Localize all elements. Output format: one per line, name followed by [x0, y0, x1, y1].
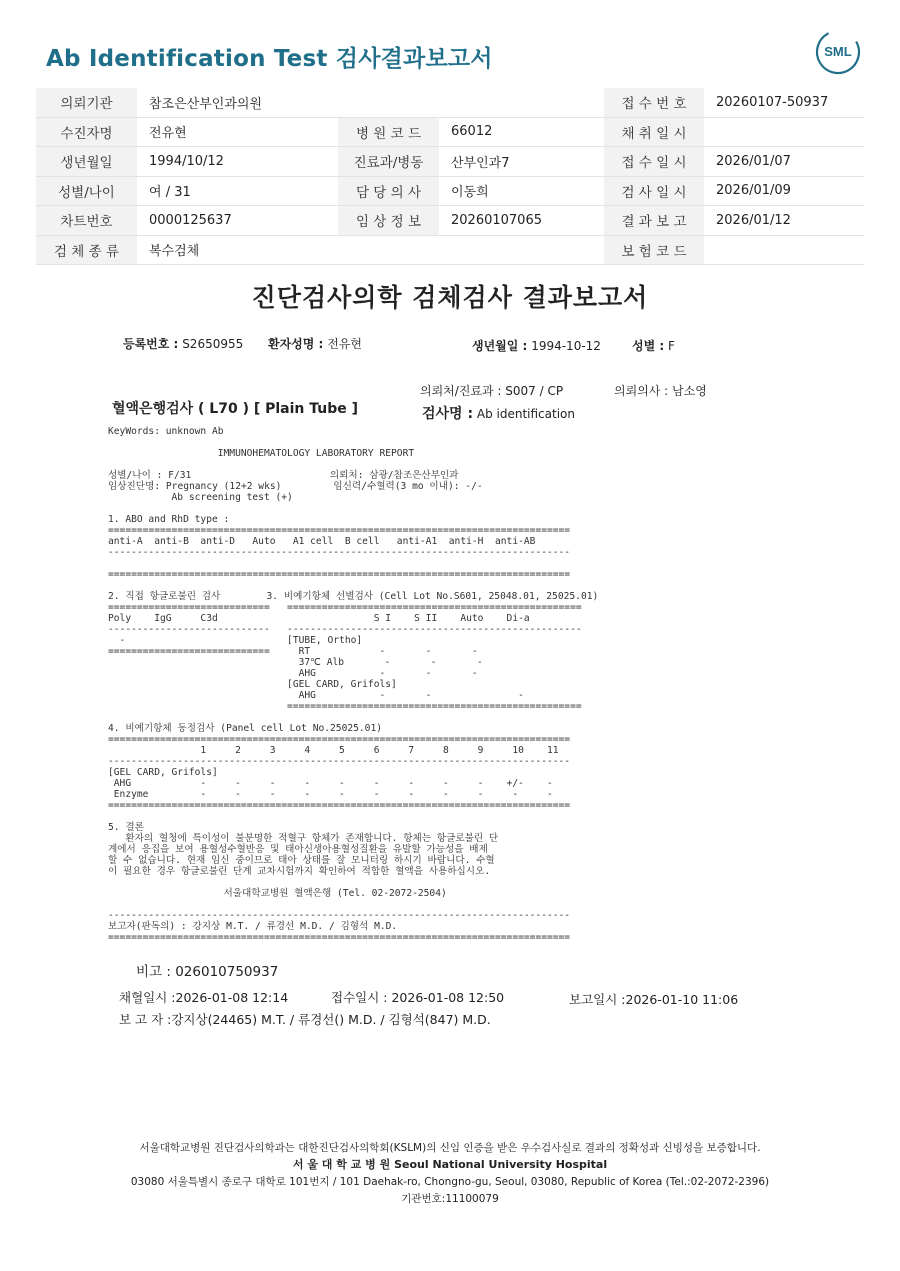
info-label: 임 상 정 보 — [338, 206, 439, 236]
info-value: 산부인과7 — [439, 147, 604, 177]
report-time: 보고일시 :2026-01-10 11:06 — [569, 992, 739, 1007]
info-label: 의뢰기관 — [36, 88, 137, 117]
info-label: 보 험 코 드 — [604, 235, 704, 265]
report-title: 진단검사의학 검체검사 결과보고서 — [251, 283, 649, 312]
info-value: 0000125637 — [137, 206, 338, 236]
info-value: 전유현 — [137, 117, 338, 147]
requesting-dept: 의뢰처/진료과 : S007 / CP — [420, 384, 564, 398]
footer-institution-code: 기관번호:11100079 — [401, 1193, 499, 1205]
info-value: 복수검체 — [137, 235, 338, 265]
logo-text: SML — [824, 44, 852, 59]
info-row — [36, 147, 864, 177]
info-value: 20260107-50937 — [704, 88, 864, 117]
sex: 성별 : F — [632, 339, 675, 353]
info-label — [338, 88, 439, 117]
footer-hospital-name: 서 울 대 학 교 병 원 Seoul National University Hospital — [292, 1158, 608, 1171]
info-label: 채 취 일 시 — [604, 117, 704, 147]
collection-time: 채혈일시 :2026-01-08 12:14 — [119, 990, 289, 1005]
info-row — [36, 235, 864, 265]
info-value — [439, 235, 604, 265]
info-label: 결 과 보 고 — [604, 206, 704, 236]
receipt-time: 접수일시 : 2026-01-08 12:50 — [331, 990, 505, 1005]
info-label: 접 수 번 호 — [604, 88, 704, 117]
footer-address: 03080 서울특별시 종로구 대학로 101번지 / 101 Daehak-ro, Chongno-gu, Seoul, 03080, Republic of Korea (Tel.:02-2072-2396) — [130, 1176, 770, 1188]
requesting-doctor: 의뢰의사 : 남소영 — [614, 384, 707, 398]
info-label: 성별/나이 — [36, 176, 137, 206]
info-value: 여 / 31 — [137, 176, 338, 206]
remark: 비고 : 026010750937 — [136, 964, 279, 980]
info-row — [36, 117, 864, 147]
info-label — [338, 235, 439, 265]
sml-logo-icon — [814, 28, 862, 76]
info-label: 담 당 의 사 — [338, 176, 439, 206]
info-value — [439, 88, 604, 117]
info-row — [36, 176, 864, 206]
info-label: 차트번호 — [36, 206, 137, 236]
info-value: 20260107065 — [439, 206, 604, 236]
info-label: 검 사 일 시 — [604, 176, 704, 206]
patient-info-table — [36, 88, 864, 265]
birth-date: 생년월일 : 1994-10-12 — [472, 339, 601, 353]
test-name: 검사명 : Ab identification — [422, 406, 575, 422]
info-value: 참조은산부인과의원 — [137, 88, 338, 117]
info-value: 2026/01/12 — [704, 206, 864, 236]
info-value: 66012 — [439, 117, 604, 147]
patient-name: 환자성명 : 전유현 — [268, 337, 362, 351]
reporter: 보 고 자 :강지상(24465) M.T. / 류경선() M.D. / 김형석(847) M.D. — [119, 1012, 491, 1027]
test-group: 혈액은행검사 ( L70 ) [ Plain Tube ] — [112, 401, 359, 417]
info-label: 접 수 일 시 — [604, 147, 704, 177]
info-label: 검 체 종 류 — [36, 235, 137, 265]
info-label: 생년월일 — [36, 147, 137, 177]
info-label: 수진자명 — [36, 117, 137, 147]
info-value: 1994/10/12 — [137, 147, 338, 177]
info-row — [36, 206, 864, 236]
info-value — [704, 117, 864, 147]
info-value — [704, 235, 864, 265]
info-label: 진료과/병동 — [338, 147, 439, 177]
info-label: 병 원 코 드 — [338, 117, 439, 147]
info-value: 2026/01/09 — [704, 176, 864, 206]
footer-certification: 서울대학교병원 진단검사의학과는 대한진단검사의학회(KSLM)의 신임 인증을 받은 우수검사실로 결과의 정확성과 신빙성을 보증합니다. — [139, 1142, 761, 1154]
registration-number: 등록번호 : S2650955 — [123, 337, 244, 351]
info-value: 이동희 — [439, 176, 604, 206]
info-row — [36, 88, 864, 117]
report-header-title: Ab Identification Test 검사결과보고서 — [46, 46, 493, 72]
lab-report-text: KeyWords: unknown Ab IMMUNOHEMATOLOGY LABORATORY REPORT 성별/나이 : F/31 의뢰처: 삼광/참조은산부인과 임상진단명: Pregnancy (12+2 wks) 임신력/수혈력(3 mo 이내): -/- Ab screening test (+) 1. ABO and RhD type : ================================================================================ anti-A anti-B anti-D Auto A1 cell B cell anti-A1 anti-H anti-AB -------------------------------------------------------------------------------- ================================================================================ 2. 직접 항글로불린 검사 3. 비예기항체 선별검사 (Cell Lot No.S601, 25048.01, 25025.01) ============================ =================================================== Poly IgG C3d S I S II Auto Di-a ---------------------------- --------------------------------------------------- - [TUBE, Ortho] ============================ RT - - - 37℃ Alb - - - AHG - - - [GEL CARD, Grifols] AHG - - - =================================================== 4. 비예기항체 동정검사 (Panel cell Lot No.25025.01) ================================================================================ 1 2 3 4 5 6 7 8 9 10 11 -------------------------------------------------------------------------------- [GEL CARD, Grifols] AHG - - - - - - - - - +/- - Enzyme - - - - - - - - - - - ================================================================================ 5. 결론 환자의 혈청에 특이성이 불분명한 적혈구 항체가 존재합니다. 항체는 항글로불린 단 계에서 응집을 보여 용혈성수혈반응 및 태아신생아용혈성질환을 유발할 가능성을 배제 할 수 없습니다. 현재 임신 중이므로 태아 상태를 잘 모니터링 하시기 바랍니다. 수혈 이 필요한 경우 항글로불린 단계 교차시험까지 확인하여 적합한 혈액을 사용하십시오. 서울대학교병원 혈액은행 (Tel. 02-2072-2504) -------------------------------------------------------------------------------- 보고자(판독의) : 강지상 M.T. / 류경선 M.D. / 김형석 M.D. ================================================================================ — [108, 426, 599, 943]
info-value: 2026/01/07 — [704, 147, 864, 177]
